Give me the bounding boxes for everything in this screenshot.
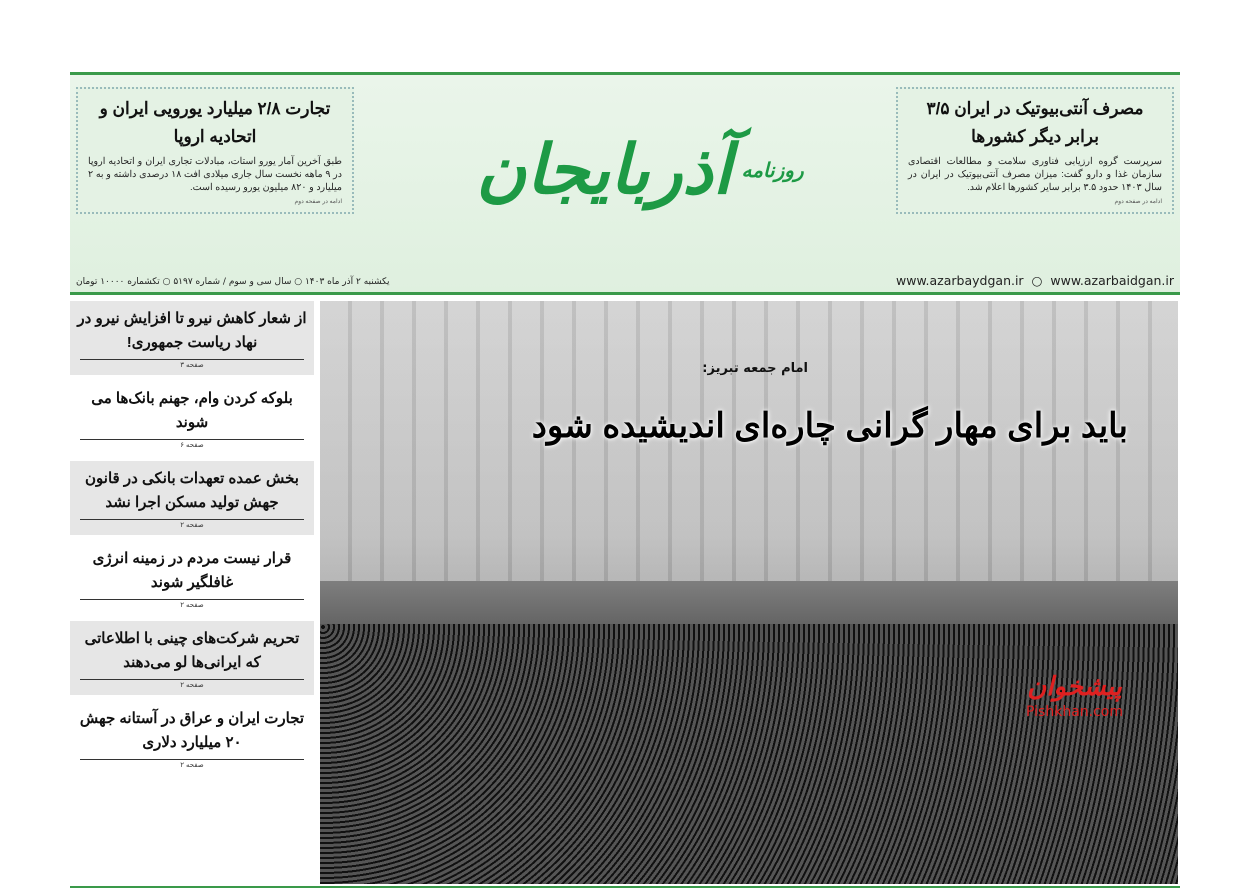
sidebar-headline[interactable]	[70, 701, 314, 775]
sidebar-headline[interactable]	[70, 381, 314, 455]
website-urls[interactable]: www.azarbaydgan.ir ○ www.azarbaidgan.ir	[896, 273, 1174, 288]
headline-text: بلوکه کردن وام، جهنم بانک‌ها می شوند	[91, 390, 293, 431]
sidebar-headline[interactable]	[70, 301, 314, 375]
headline-text: قرار نیست مردم در زمینه انرژی غافلگیر شوند	[92, 550, 292, 591]
watermark-site: Pishkhan.com	[1026, 704, 1123, 720]
dateline: یکشنبه ۲ آذر ماه ۱۴۰۳ ○ سال سی و سوم / شماره ۵۱۹۷ ○ تکشماره ۱۰۰۰۰ تومان	[76, 277, 390, 287]
right-teaser-box[interactable]	[896, 87, 1174, 214]
headline-text: تجارت ایران و عراق در آستانه جهش ۲۰ میلیارد دلاری	[79, 710, 305, 751]
page-ref: صفحه ۲	[80, 679, 304, 691]
divider	[70, 886, 1180, 888]
left-teaser-box[interactable]	[76, 87, 354, 214]
continued-note: ادامه در صفحه دوم	[294, 199, 342, 205]
continued-note: ادامه در صفحه دوم	[1114, 199, 1162, 205]
divider	[70, 292, 1180, 295]
page-ref: صفحه ۲	[80, 759, 304, 771]
crowd	[320, 624, 1178, 884]
teaser-title: تجارت ۲/۸ میلیارد یورویی ایران و اتحادیه اروپا	[99, 99, 331, 146]
headline-text: بخش عمده تعهدات بانکی در قانون جهش تولید مسکن اجرا نشد	[85, 470, 299, 511]
lead-headline[interactable]: باید برای مهار گرانی چاره‌ای اندیشیده شود	[531, 407, 1128, 445]
teaser-title: مصرف آنتی‌بیوتیک در ایران ۳/۵ برابر دیگر کشورها	[926, 99, 1144, 146]
headline-text: از شعار کاهش نیرو تا افزایش نیرو در نهاد ریاست جمهوری!	[77, 310, 307, 351]
headline-sidebar	[70, 301, 314, 781]
sidebar-headline[interactable]	[70, 461, 314, 535]
teaser-body: سرپرست گروه ارزیابی فناوری سلامت و مطالعات اقتصادی سازمان غذا و دارو گفت: میزان مصرف آنتی‌بیوتیک در ایران در سال ۱۴۰۳ حدود ۳.۵ برابر سایر کشورها اعلام شد.	[908, 156, 1162, 193]
sidebar-headline[interactable]	[70, 541, 314, 615]
masthead	[70, 72, 1180, 294]
headline-text: تحریم شرکت‌های چینی با اطلاعاتی که ایرانی‌ها لو می‌دهند	[84, 630, 300, 671]
newspaper-logo	[400, 75, 880, 265]
page-ref: صفحه ۳	[80, 359, 304, 371]
teaser-body: طبق آخرین آمار یورو استات، مبادلات تجاری ایران و اتحادیه اروپا در ۹ ماهه نخست سال جاری میلادی افت ۱۸ درصدی داشته و به ۲ میلیارد و ۸۲۰ میلیون یورو رسیده است.	[88, 156, 342, 193]
page-ref: صفحه ۶	[80, 439, 304, 451]
page-ref: صفحه ۲	[80, 599, 304, 611]
sidebar-headline[interactable]	[70, 621, 314, 695]
watermark-text: پیشخوان	[1027, 672, 1122, 702]
lead-photo[interactable]	[320, 301, 1178, 884]
logo-subtitle: روزنامه	[741, 158, 804, 182]
lead-kicker: امام جمعه تبریز:	[702, 361, 808, 376]
page-ref: صفحه ۲	[80, 519, 304, 531]
watermark-logo	[1026, 671, 1123, 721]
logo-text: آذربایجان	[476, 130, 732, 210]
